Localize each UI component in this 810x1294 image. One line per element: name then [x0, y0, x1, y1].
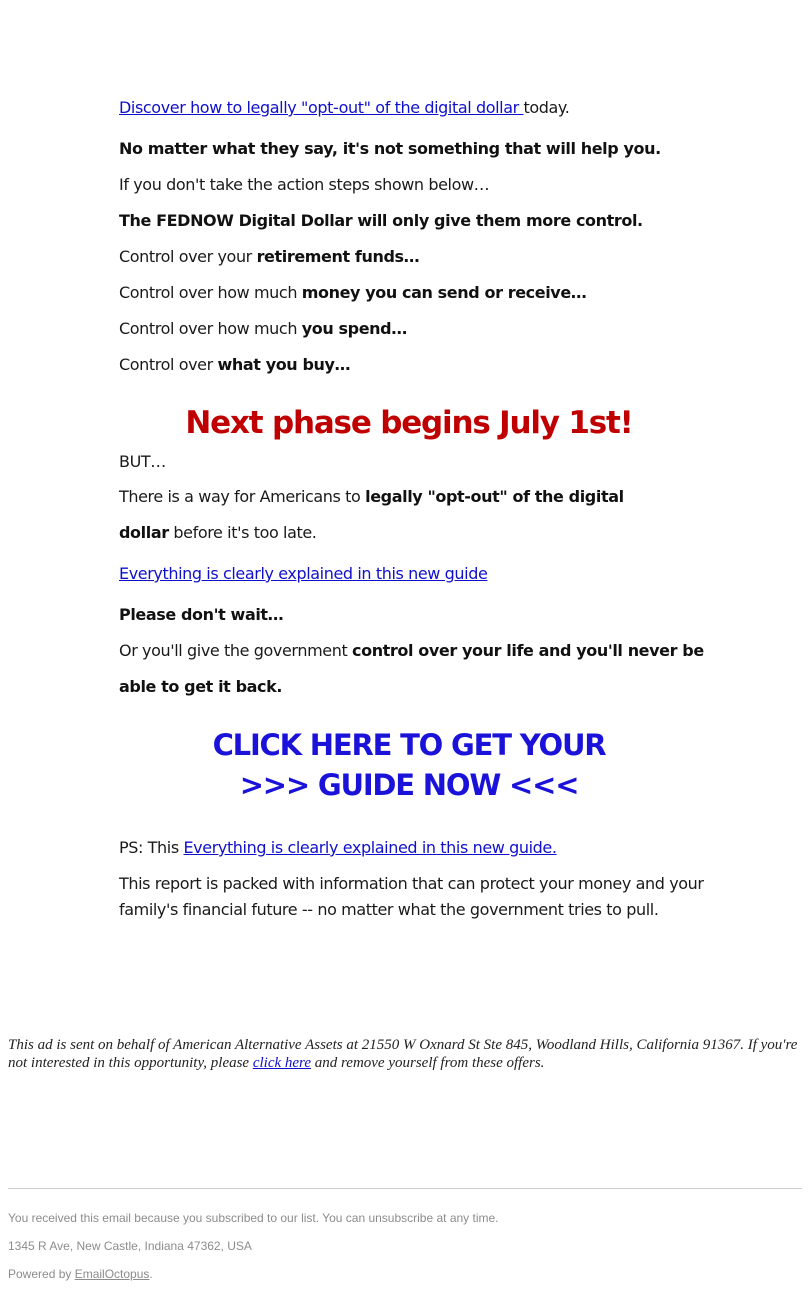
line-dont-wait	[119, 605, 283, 625]
line-but-text: BUT…	[119, 452, 166, 471]
powered-prefix: Powered by	[8, 1267, 75, 1281]
control-money-bold: money you can send or receive…	[301, 283, 587, 302]
control-buy-bold: what you buy…	[217, 355, 351, 374]
line-not-helpful-text: No matter what they say, it's not something that will help you.	[119, 139, 661, 158]
opt-out-link[interactable]: Discover how to legally "opt-out" of the digital dollar	[119, 98, 524, 117]
footer-address: 1345 R Ave, New Castle, Indiana 47362, USA	[8, 1239, 252, 1253]
give-control-bold: control over your life and you'll never be	[352, 641, 704, 660]
control-buy-prefix: Control over	[119, 355, 218, 374]
line-control-money	[119, 283, 586, 303]
line-control-spend	[119, 319, 407, 339]
line-not-helpful	[119, 139, 661, 159]
opt-out-way-bold: legally "opt-out" of the digital	[365, 487, 624, 506]
line-but	[119, 452, 166, 472]
line-control-retirement	[119, 247, 419, 267]
control-money-prefix: Control over how much	[119, 283, 302, 302]
line-give-control	[119, 641, 704, 661]
cta-button-line-2[interactable]: >>> GUIDE NOW <<<	[239, 768, 579, 802]
too-late-suffix: before it's too late.	[168, 523, 317, 542]
footer-received: You received this email because you subscribed to our list. You can unsubscribe at any time.	[8, 1211, 499, 1225]
dont-wait-text: Please don't wait…	[119, 605, 284, 624]
control-retirement-prefix: Control over your	[119, 247, 257, 266]
control-retirement-bold: retirement funds…	[256, 247, 420, 266]
ps-guide-link[interactable]: Everything is clearly explained in this new guide.	[183, 838, 557, 857]
line-guide-link	[119, 564, 487, 584]
unsubscribe-offers-link[interactable]: click here	[252, 1055, 311, 1071]
report-paragraph: This report is packed with information that can protect your money and your family's financial future -- no matter what the government tries to pull.	[119, 874, 704, 919]
emailoctopus-link[interactable]: EmailOctopus	[74, 1267, 150, 1281]
opt-out-way-prefix: There is a way for Americans to	[119, 487, 366, 506]
line-action-steps	[119, 175, 489, 195]
line-control-buy	[119, 355, 350, 375]
footer-powered	[8, 1266, 153, 1282]
cta-button-line-1[interactable]: CLICK HERE TO GET YOUR	[212, 728, 606, 762]
disclaimer-suffix: and remove yourself from these offers.	[311, 1055, 545, 1071]
intro-suffix: today.	[523, 98, 570, 117]
ps-line	[119, 838, 557, 858]
get-back-text: able to get it back.	[119, 677, 283, 696]
control-spend-prefix: Control over how much	[119, 319, 302, 338]
headline-next-phase: Next phase begins July 1st!	[185, 405, 633, 441]
ps-prefix: PS: This	[119, 838, 184, 857]
line-get-back	[119, 677, 282, 697]
line-action-steps-text: If you don't take the action steps shown below…	[119, 175, 490, 194]
disclaimer	[8, 1036, 810, 1072]
line-fednow	[119, 211, 643, 231]
footer-divider	[8, 1188, 802, 1189]
give-control-prefix: Or you'll give the government	[119, 641, 353, 660]
control-spend-bold: you spend…	[301, 319, 407, 338]
powered-suffix: .	[149, 1267, 153, 1281]
line-fednow-text: The FEDNOW Digital Dollar will only give them more control.	[119, 211, 643, 230]
line-opt-out-way	[119, 487, 624, 507]
line-too-late	[119, 523, 317, 543]
guide-link[interactable]: Everything is clearly explained in this new guide	[119, 564, 488, 583]
disclaimer-text: This ad is sent on behalf of American Alternative Assets at 21550 W Oxnard St Ste 845, Woodland Hills, California 91367. If you're not interested in this opportunity, please	[8, 1037, 798, 1071]
intro-line	[119, 98, 569, 118]
too-late-bold: dollar	[119, 523, 169, 542]
